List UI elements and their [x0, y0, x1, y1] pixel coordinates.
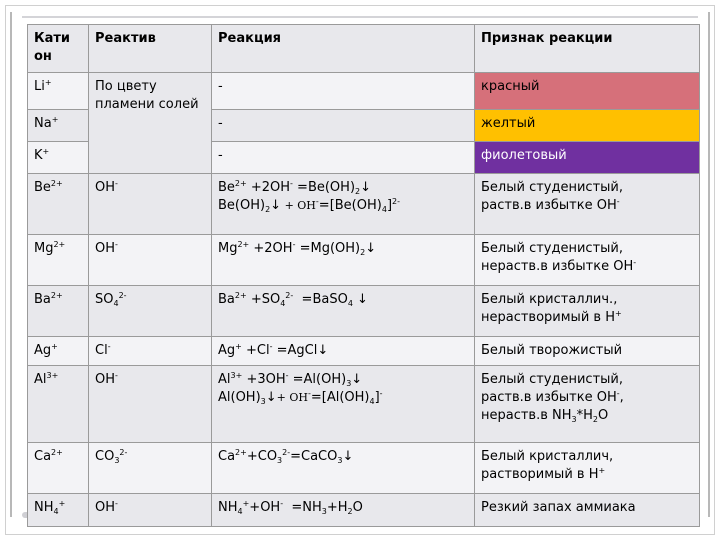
cell-reaction: - [212, 142, 475, 174]
cell-ion: $Ca^{2+}$ [28, 443, 89, 494]
cell-sign: Резкий запах аммиака [475, 494, 700, 527]
cell-sign: Белый кристаллич., нерастворимый в H+ [475, 286, 700, 337]
cell-reaction: - [212, 73, 475, 110]
header-reaction: Реакция [212, 25, 475, 73]
cell-reagent: OH- [89, 366, 212, 443]
table-row [28, 73, 700, 110]
cell-sign: Белый студенистый, раств.в избытке OH- [475, 174, 700, 235]
cell-sign-purple: фиолетовый [475, 142, 700, 174]
cell-sign: Белый студенистый, раств.в избытке OH-, нераств.в $NH_3*H_2O$ [475, 366, 700, 443]
cell-reaction: - [212, 110, 475, 142]
header-sign: Признак реакции [475, 25, 700, 73]
frame-left-edge [10, 12, 26, 517]
table-row [28, 174, 700, 235]
cell-ion: $Mg^{2+}$ [28, 235, 89, 286]
cell-ion: $Al^{3+}$ [28, 366, 89, 443]
cell-ion: Li+ [28, 73, 89, 110]
cell-ion: $Ba^{2+}$ [28, 286, 89, 337]
cell-sign-yellow: желтый [475, 110, 700, 142]
table-row [28, 337, 700, 366]
table-row [28, 494, 700, 527]
cell-reagent: OH- [89, 174, 212, 235]
header-ion: Кати он [28, 25, 89, 73]
frame-top-bar [22, 16, 698, 18]
qualitative-reactions-table [27, 24, 700, 527]
header-reagent: Реактив [89, 25, 212, 73]
cell-ion: Ag+ [28, 337, 89, 366]
cell-sign: Белый студенистый, нераств.в избытке OH- [475, 235, 700, 286]
cell-reaction: $NH_4^++OH^- =NH_3+H_2O$ [212, 494, 475, 527]
cell-reagent: $CO_3^{2-}$ [89, 443, 212, 494]
cell-reaction: $Ca^{2+}+CO_3^{2-}=CaCO_3↓$ [212, 443, 475, 494]
table-row [28, 443, 700, 494]
cell-reagent: OH- [89, 494, 212, 527]
cell-sign: Белый творожистый [475, 337, 700, 366]
cell-ion: $Be^{2+}$ [28, 174, 89, 235]
cell-reaction: $Be^{2+} +2OH^-$ $=Be(OH)_2↓$ $Be(OH)_2↓ + OH^-=[Be(OH)_4]^{2-}$ [212, 174, 475, 235]
cell-ion: $NH_4^+$ [28, 494, 89, 527]
cell-sign: Белый кристаллич, растворимый в H+ [475, 443, 700, 494]
cell-reaction: Ag+ +Cl- =AgCl↓ [212, 337, 475, 366]
cell-reaction: $Ba^{2+} +SO_4^{2-}$ =BaSO$_4$ ↓ [212, 286, 475, 337]
cell-reaction: $Mg^{2+} +2OH^-$ $=Mg(OH)_2↓$ [212, 235, 475, 286]
cell-reagent-flame: По цвету пламени солей [89, 73, 212, 174]
table-header-row [28, 25, 700, 73]
cell-reagent: Cl- [89, 337, 212, 366]
cell-reaction: $Al^{3+} +3OH^-$ $=Al(OH)_3↓$ $Al(OH)_3↓+ OH^-=[Al(OH)_4]^-$ [212, 366, 475, 443]
cell-ion: K+ [28, 142, 89, 174]
cell-reagent: OH- [89, 235, 212, 286]
cell-sign-red: красный [475, 73, 700, 110]
cell-ion: Na+ [28, 110, 89, 142]
table-row [28, 286, 700, 337]
table-row [28, 366, 700, 443]
table-row [28, 235, 700, 286]
cell-reagent: $SO_4^{2-}$ [89, 286, 212, 337]
